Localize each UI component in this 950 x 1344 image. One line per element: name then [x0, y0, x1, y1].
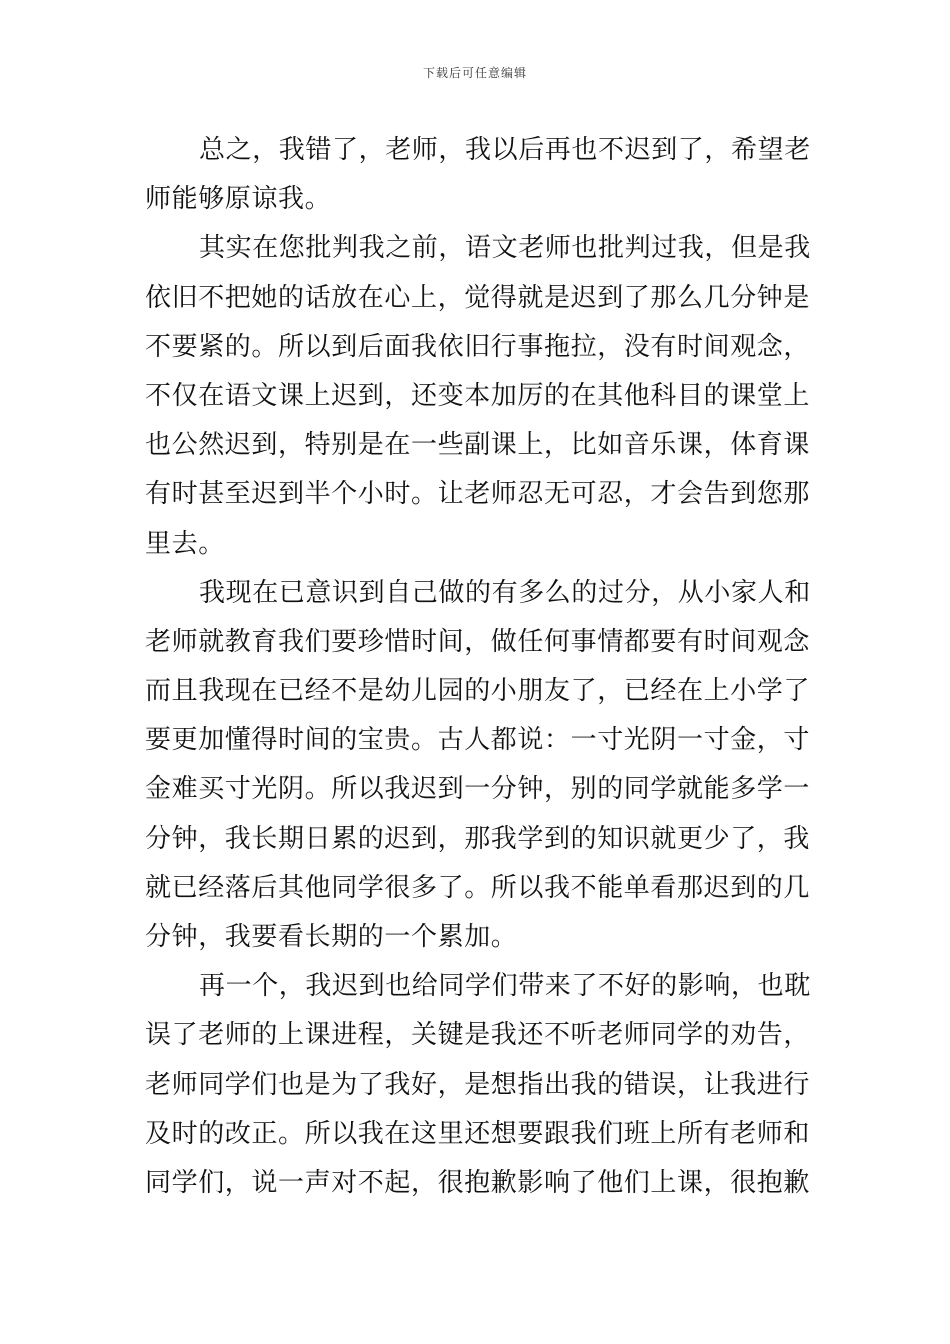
text-line: 里去。: [145, 528, 225, 559]
text-line: 也公然迟到，特别是在一些副课上，比如音乐课，体育课: [145, 430, 811, 461]
text-line: 误了老师的上课进程，关键是我还不听老师同学的劝告，: [145, 1020, 811, 1051]
text-line: 分钟，我要看长期的一个累加。: [145, 922, 518, 952]
paragraph-first-line: 再一个，我迟到也给同学们带来了不好的影响，也耽: [199, 971, 811, 1002]
text-line: 依旧不把她的话放在心上，觉得就是迟到了那么几分钟是: [145, 282, 811, 313]
text-line: 师能够原谅我。: [145, 184, 332, 215]
text-line: 老师同学们也是为了我好，是想指出我的错误，让我进行: [145, 1069, 811, 1100]
text-line: 金难买寸光阴。所以我迟到一分钟，别的同学就能多学一: [145, 774, 811, 805]
header-note: 下载后可任意编辑: [422, 66, 527, 80]
text-line: 要更加懂得时间的宝贵。古人都说：一寸光阴一寸金，寸: [145, 725, 811, 756]
paragraph-first-line: 总之，我错了，老师，我以后再也不迟到了，希望老: [199, 135, 811, 165]
text-line: 不要紧的。所以到后面我依旧行事拖拉，没有时间观念，: [145, 331, 811, 362]
text-line: 同学们，说一声对不起，很抱歉影响了他们上课，很抱歉: [145, 1167, 811, 1198]
text-line: 分钟，我长期日累的迟到，那我学到的知识就更少了，我: [145, 823, 811, 854]
text-line: 不仅在语文课上迟到，还变本加厉的在其他科目的课堂上: [145, 380, 811, 411]
text-line: 及时的改正。所以我在这里还想要跟我们班上所有老师和: [145, 1118, 811, 1149]
text-line: 有时甚至迟到半个小时。让老师忍无可忍，才会告到您那: [145, 479, 811, 510]
paragraph-first-line: 其实在您批判我之前，语文老师也批判过我，但是我: [199, 233, 811, 264]
paragraph-first-line: 我现在已意识到自己做的有多么的过分，从小家人和: [199, 577, 811, 608]
text-line: 就已经落后其他同学很多了。所以我不能单看那迟到的几: [145, 872, 811, 903]
document-body: [145, 126, 811, 1208]
text-line: 而且我现在已经不是幼儿园的小朋友了，已经在上小学了: [145, 676, 811, 707]
text-line: 老师就教育我们要珍惜时间，做任何事情都要有时间观念: [145, 626, 811, 657]
